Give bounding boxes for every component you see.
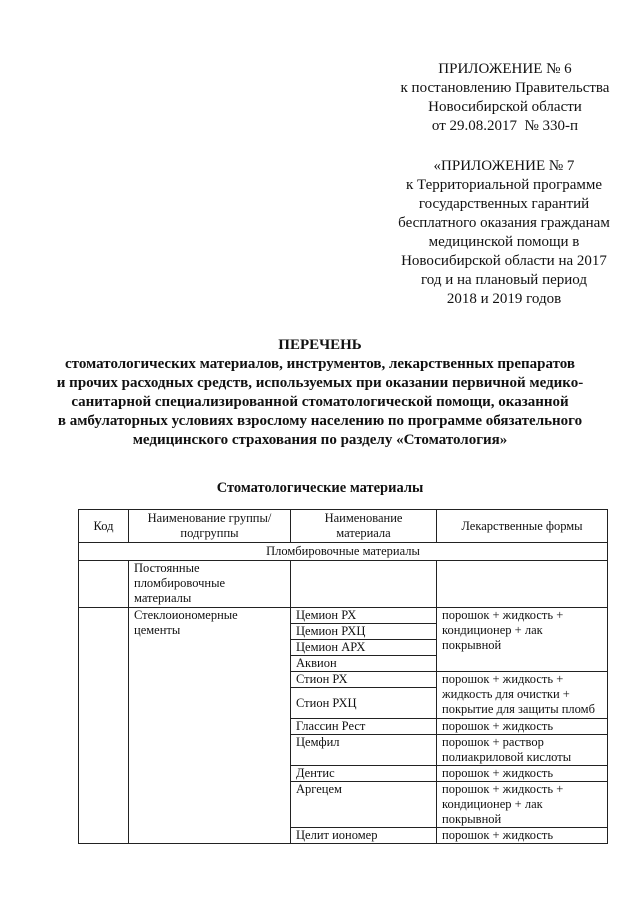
appendix-7-line: бесплатного оказания гражданам xyxy=(398,215,610,231)
group-cell: Пломбировочные материалы xyxy=(79,543,608,561)
material-cell: Целит иономер xyxy=(291,828,437,844)
header-code: Код xyxy=(79,510,129,543)
document-title xyxy=(20,336,620,450)
title-line: санитарной специализированной стоматологической помощи, оказанной xyxy=(71,394,569,410)
title-line: медицинского страхования по разделу «Стоматология» xyxy=(132,432,508,448)
table-row xyxy=(79,561,608,608)
forms-cell: порошок + жидкость + кондиционер + лак покрывной xyxy=(437,782,608,828)
appendix-7-line: к Территориальной программе xyxy=(405,177,603,193)
appendix-6-line: Новосибирской области xyxy=(428,99,582,115)
material-cell: Цемфил xyxy=(291,735,437,766)
forms-cell: порошок + жидкость xyxy=(437,766,608,782)
header-group: Наименование группы/подгруппы xyxy=(129,510,291,543)
material-cell: Дентис xyxy=(291,766,437,782)
forms-cell xyxy=(437,561,608,608)
table-row xyxy=(79,608,608,624)
header-material: Наименование материала xyxy=(291,510,437,543)
code-cell xyxy=(79,561,129,608)
group-name-cell: Стеклоиономерные цементы xyxy=(129,608,291,844)
appendix-6-header xyxy=(390,60,620,136)
forms-cell: порошок + жидкость + жидкость для очистки + покрытие для защиты пломб xyxy=(437,672,608,719)
material-cell: Аквион xyxy=(291,656,437,672)
header-forms: Лекарственные формы xyxy=(437,510,608,543)
table-header-row xyxy=(79,510,608,543)
forms-cell: порошок + жидкость xyxy=(437,719,608,735)
appendix-7-line: «ПРИЛОЖЕНИЕ № 7 xyxy=(433,158,575,174)
appendix-7-line: год и на плановый период xyxy=(421,272,587,288)
appendix-6-line: ПРИЛОЖЕНИЕ № 6 xyxy=(438,61,572,77)
section-title: Стоматологические материалы xyxy=(216,480,424,496)
appendix-7-line: 2018 и 2019 годов xyxy=(446,291,562,307)
appendix-7-line: медицинской помощи в xyxy=(428,234,580,250)
material-cell: Цемион РХ xyxy=(291,608,437,624)
appendix-7-line: Новосибирской области на 2017 xyxy=(401,253,607,269)
materials-table xyxy=(78,509,608,844)
material-cell: Глассин Рест xyxy=(291,719,437,735)
material-cell: Цемион АРХ xyxy=(291,640,437,656)
material-cell: Цемион РХЦ xyxy=(291,624,437,640)
forms-cell: порошок + раствор полиакриловой кислоты xyxy=(437,735,608,766)
forms-cell: порошок + жидкость xyxy=(437,828,608,844)
title-line: стоматологических материалов, инструментов, лекарственных препаратов xyxy=(65,356,575,372)
group-name-cell: Постоянные пломбировочные материалы xyxy=(129,561,291,608)
appendix-6-line: к постановлению Правительства xyxy=(400,80,610,96)
group-row xyxy=(79,543,608,561)
title-line: в амбулаторных условиях взрослому населению по программе обязательного xyxy=(57,413,583,429)
appendix-7-header xyxy=(388,157,620,309)
material-cell: Стион РХЦ xyxy=(291,688,437,719)
title-line: и прочих расходных средств, используемых при оказании первичной медико- xyxy=(56,375,584,391)
appendix-6-line: от 29.08.2017 № 330-п xyxy=(431,118,579,134)
material-cell: Аргецем xyxy=(291,782,437,828)
material-cell: Стион РХ xyxy=(291,672,437,688)
material-cell xyxy=(291,561,437,608)
code-cell xyxy=(79,608,129,844)
title-line: ПЕРЕЧЕНЬ xyxy=(278,337,362,353)
appendix-7-line: государственных гарантий xyxy=(418,196,590,212)
forms-cell: порошок + жидкость + кондиционер + лак покрывной xyxy=(437,608,608,672)
